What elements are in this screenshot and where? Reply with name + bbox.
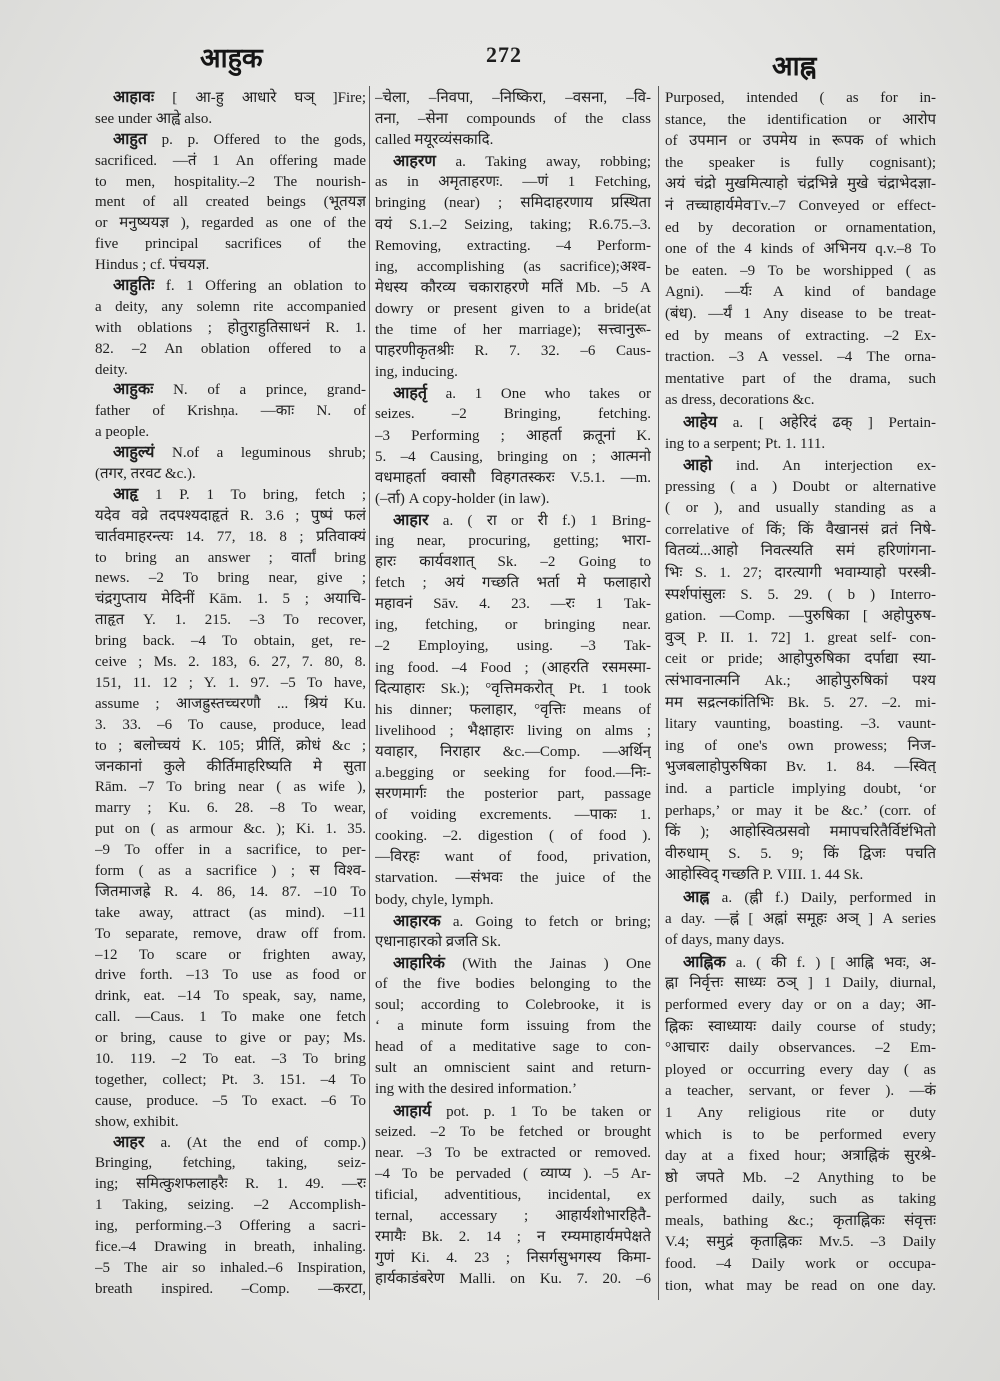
text-line: seized. –2 To be fetched or brought: [375, 1123, 651, 1140]
text-line: आहुत p. p. Offered to the gods,: [113, 130, 366, 148]
text-line: livelihood ; भैक्षाहारः living on alms ;: [375, 722, 651, 739]
text-line: ing food. –4 Food ; (आहरति रसमस्मा-: [375, 659, 651, 676]
column-divider: [369, 86, 370, 1300]
headword: आहृ: [113, 485, 139, 503]
dictionary-entry: [375, 1101, 651, 1291]
text-line: the time of her marriage); सत्त्वानुरू-: [375, 322, 651, 339]
text-line: हारः कार्यवशात् Sk. –2 Going to: [375, 554, 651, 571]
text-line: a day. —ह्नं [ अह्नां समूहः अञ् ] A series: [665, 910, 936, 927]
text-line: as in अमृताहरणः. —णं 1 Fetching,: [375, 174, 651, 191]
dictionary-entry: [95, 1133, 366, 1300]
text-line: आहो ind. An interjection ex-: [683, 457, 936, 475]
text-line: (बंध). —र्यं 1 Any disease to be treat-: [665, 305, 936, 322]
text-line: called मयूरव्यंसकादि.: [375, 132, 494, 149]
text-line: near. –3 To be extracted or removed.: [375, 1144, 651, 1161]
text-line: यवाहार, निराहार &c.—Comp. —अर्थिन्: [375, 743, 651, 760]
text-line: bring back. –4 To obtain, get, re-: [95, 633, 366, 650]
text-line: performed every day or on a day; आ-: [665, 996, 936, 1013]
text-line: किं ); आहोस्वित्प्रसवो ममापचरितैर्विष्टंभितो: [665, 824, 936, 841]
dictionary-entry: [375, 151, 651, 383]
text-line: दित्याहारः Sk.); °वृत्तिमकरोत् Pt. 1 took: [375, 680, 651, 697]
text-line: ing, performing.–3 Offering a sacri-: [95, 1218, 366, 1235]
text-line: (तगर, तरवट &c.).: [95, 466, 196, 483]
text-line: ing, inducing.: [375, 364, 458, 381]
text-line: आहार्य pot. p. 1 To be taken or: [393, 1102, 651, 1120]
text-line: drink, eat. –14 To speak, say, name,: [95, 988, 366, 1005]
text-line: body, chyle, lymph.: [375, 891, 494, 908]
text-line: litary vaunting, boasting. –3. vaunt-: [665, 716, 936, 733]
text-line: °आचारः daily observances. –2 Em-: [665, 1040, 936, 1057]
text-line: वधमाहर्ता क्वासौ विहगतस्करः V.5.1. —m.: [375, 469, 651, 486]
column-divider: [658, 86, 659, 1300]
text-line: tificial, adventitious, incidental, ex: [375, 1186, 651, 1203]
text-line: ताहृत Y. 1. 215. –3 To recover,: [95, 612, 366, 629]
headword: आहार: [393, 511, 429, 529]
dictionary-entry: [375, 510, 651, 911]
text-line: news. –2 To bring near, give ;: [95, 570, 366, 587]
text-line: भुजबलाहोपुरुषिका Bv. 1. 84. —स्वित्: [665, 759, 936, 776]
text-line: ing, fetching, or bringing near.: [375, 617, 651, 634]
text-line: ployed or occurring every day ( as: [665, 1061, 936, 1078]
text-line: भिः S. 1. 27; दारत्यागी भवाम्याहो परस्त्री-: [665, 565, 936, 582]
text-line: वयं S.1.–2 Seizing, taking; R.6.75.–3.: [375, 216, 651, 233]
text-line: To separate, remove, draw off from.: [95, 925, 366, 942]
text-line: यदेव वव्रे तदपश्यदाहृतं R. 3.6 ; पुष्पं फलं: [95, 507, 366, 524]
text-line: starvation. —संभवः the juice of the: [375, 870, 651, 887]
text-line: of days, many days.: [665, 932, 785, 949]
text-line: 82. –2 An oblation offered to a: [95, 340, 366, 357]
text-line: आह्निक a. ( की f. ) [ आह्नि भवः, अ-: [683, 953, 936, 971]
text-line: together, collect; Pt. 3. 151. –4 To: [95, 1071, 366, 1088]
text-line: चंद्रगुप्ताय मेदिनीं Kām. 1. 5 ; अयाचि-: [95, 591, 366, 608]
text-line: his dinner; फलाहार, °वृत्तिः means of: [375, 701, 651, 718]
text-line: sacrificed. —तं 1 An offering made: [95, 152, 366, 169]
text-line: आहर्तृ a. 1 One who takes or: [393, 385, 651, 403]
text-line: a.begging or seeking for food.—निः-: [375, 765, 651, 781]
text-line: वुञ् P. II. 1. 72] 1. great self- con-: [665, 629, 936, 646]
text-line: form ( as a sacrifice ) ; स विश्व-: [95, 862, 366, 879]
dictionary-entry: [95, 380, 366, 443]
text-line: day at a fixed hour; अत्राह्निकं सुरश्रे-: [665, 1148, 936, 1165]
text-line: पाहरणीकृतश्रीः R. 7. 32. –6 Caus-: [375, 343, 651, 360]
text-line: or मनुष्ययज्ञ ), regarded as one of the: [95, 215, 366, 232]
text-line: take away, attract (as mind). –11: [95, 904, 366, 921]
text-line: वीरुधाम् S. 5. 9; किं द्विजः पचति: [665, 845, 936, 862]
text-line: ष्ठो जपते Mb. –2 Anything to be: [665, 1169, 936, 1186]
text-line: 3. 33. –6 To cause, produce, lead: [95, 716, 366, 733]
text-line: see under आह्वे also.: [95, 110, 213, 127]
text-line: ह्ना निर्वृत्तः साध्यः ठञ् ] 1 Daily, diurnal,: [665, 975, 936, 992]
headword: आहरण: [393, 153, 436, 171]
text-line: जितमाजह्रे R. 4. 86, 14. 87. –10 To: [95, 883, 366, 900]
text-line: ceit or pride; आहोपुरुषिका दर्पाद्या स्या-: [665, 651, 936, 668]
text-line: Bringing, fetching, taking, seiz-: [95, 1155, 366, 1172]
text-line: –12 To scare or frighten away,: [95, 946, 366, 963]
column-2: [375, 88, 651, 1290]
text-line: ind. a particle implying doubt, ‘or: [665, 781, 936, 797]
text-line: ing, accomplishing (as sacrifice);अश्व-: [375, 258, 651, 275]
text-line: pressing ( a ) Doubt or alternative: [665, 478, 936, 495]
dictionary-entry: [375, 383, 651, 510]
text-line: ing to a serpent; Pt. 1. 111.: [665, 435, 826, 452]
text-line: –3 Performing ; आहर्ता क्रतूनां K.: [375, 427, 651, 444]
text-line: गुणं Ki. 4. 23 ; निसर्गसुभगस्य किमा-: [375, 1250, 651, 1267]
text-line: हार्यकाडंबरेण Malli. on Ku. 7. 20. –6: [375, 1271, 651, 1288]
text-line: call. —Caus. 1 To make one fetch: [95, 1009, 366, 1026]
text-line: head of a meditative sage to con-: [375, 1039, 651, 1056]
text-line: Agni). —र्यः A kind of bandage: [665, 284, 936, 301]
text-line: show, exhibit.: [95, 1113, 179, 1130]
dictionary-entry: [665, 455, 936, 887]
text-line: be eaten. –9 To be worshipped ( as: [665, 262, 936, 279]
text-line: रमायैः Bk. 2. 14 ; न रम्यमाहार्यमपेक्षते: [375, 1229, 651, 1246]
text-line: 5. –4 Causing, bringing on ; आत्मनो: [375, 448, 651, 465]
dictionary-entry: [95, 276, 366, 380]
text-line: perhaps,’ or may it be &c.’ (corr. of: [665, 802, 936, 819]
text-line: assume ; आजह्रुस्तच्चरणौ ... श्रियं Ku.: [95, 695, 366, 712]
text-line: आहोस्विद् गच्छति P. VIII. 1. 44 Sk.: [665, 867, 864, 884]
text-line: 151, 11. 12 ; Y. 1. 97. –5 To have,: [95, 674, 366, 691]
text-line: or bring, cause to give or pay; Ms.: [95, 1030, 366, 1047]
text-line: –5 The air so inhaled.–6 Inspiration,: [95, 1259, 366, 1276]
text-line: मम सद्रत्नकांतिभिः Bk. 5. 27. –2. mi-: [665, 694, 936, 711]
text-line: आहावः [ आ-हु आधारे घञ् ]Fire;: [113, 89, 366, 106]
text-line: one of the 4 kinds of अभिनय q.v.–8 To: [665, 241, 936, 258]
text-line: ‘ a minute form issuing from the: [375, 1018, 651, 1035]
text-line: mentative part of the drama, such: [665, 370, 936, 387]
text-line: –9 To offer in a sacrifice, to per-: [95, 842, 366, 859]
text-line: of उपमान or उपमेय in रूपक of which: [665, 133, 936, 150]
text-line: ing of one's own prowess; निज-: [665, 737, 936, 754]
dictionary-entry: [665, 412, 936, 455]
text-line: V.4; समुद्रं कृताह्निकः Mv.5. –3 Daily: [665, 1234, 936, 1251]
text-line: –4 To be pervaded ( व्याप्य ). –5 Ar-: [375, 1165, 651, 1182]
text-line: तना, –सेना compounds of the class: [375, 111, 651, 128]
text-line: आहारिकं (With the Jainas ) One: [393, 954, 651, 972]
column-3: [665, 88, 936, 1297]
text-line: नं तच्चाहार्यमेवTv.–7 Conveyed or effect-: [665, 197, 936, 214]
text-line: ( or ), and usually standing as a: [665, 500, 936, 517]
text-line: deity.: [95, 361, 128, 378]
text-line: which is to be performed every: [665, 1126, 936, 1143]
text-line: cooking. –2. digestion ( of food ).: [375, 828, 651, 845]
headword: आहुत: [113, 130, 147, 148]
text-line: gation. —Comp. —पुरुषिका [ अहोपुरुष-: [665, 608, 936, 625]
text-line: a teacher, servant, or fever ). —कं: [665, 1083, 936, 1100]
text-line: bringing (near) ; समिदाहरणाय प्रस्थिता: [375, 195, 651, 212]
entry-continuation: [375, 88, 651, 151]
text-line: ed by means of extracting. –2 Ex-: [665, 327, 936, 344]
entry-continuation: [665, 88, 936, 412]
text-line: a deity, any solemn rite accompanied: [95, 298, 366, 315]
text-line: (–र्ता) A copy-holder (in law).: [375, 490, 550, 507]
text-line: आहर a. (At the end of comp.): [113, 1133, 366, 1151]
text-line: आहेय a. [ अहेरिदं ढक् ] Pertain-: [683, 413, 936, 431]
text-line: त्संभावनात्मनि Ak.; आहोपुरुषिकां पश्य: [665, 673, 936, 690]
text-line: performed daily, such as taking: [665, 1191, 936, 1208]
headword: आह्निक: [683, 953, 726, 971]
text-line: आह्न a. (ह्नी f.) Daily, performed in: [683, 888, 936, 906]
text-line: आहारक a. Going to fetch or bring;: [393, 912, 651, 930]
text-line: ment of all created beings (भूतयज्ञ: [95, 194, 366, 211]
text-line: आहरण a. Taking away, robbing;: [393, 153, 651, 171]
headword: आहुतिः: [113, 277, 155, 295]
column-1: [95, 88, 366, 1300]
dictionary-entry: [95, 485, 366, 1133]
text-line: the speaker is fully cognisant);: [665, 154, 936, 171]
text-line: अयं चंद्रो मुखमित्याहो चंद्रभिन्ने मुखे चंद्राभेदज्ञा-: [665, 176, 936, 193]
dictionary-entry: [95, 88, 366, 130]
text-line: five principal sacrifices of the: [95, 236, 366, 253]
dictionary-entry: [95, 443, 366, 485]
text-line: food. –4 Daily work or occupa-: [665, 1256, 936, 1273]
text-line: drive forth. –13 To use as food or: [95, 967, 366, 984]
headword: आहर: [113, 1133, 145, 1151]
text-line: sult an omniscient saint and return-: [375, 1060, 651, 1077]
headword: आहुकः: [113, 381, 154, 399]
text-line: a people.: [95, 424, 150, 441]
dictionary-entry: [95, 130, 366, 276]
text-line: with oblations ; होतुराहुतिसाधनं R. 1.: [95, 319, 366, 336]
text-line: meals, bathing &c.; कृताह्निकः संवृत्तः: [665, 1212, 936, 1229]
text-line: breath inspired. –Comp. —करटा,: [95, 1280, 366, 1297]
text-line: correlative of किं; किं वैखानसं व्रतं निषे-: [665, 521, 936, 538]
headword: आहारिकं: [393, 954, 445, 972]
text-line: to men, hospitality.–2 The nourish-: [95, 173, 366, 190]
text-line: आहुतिः f. 1 Offering an oblation to: [113, 277, 366, 295]
text-line: ceive ; Ms. 2. 183, 6. 27, 7. 80, 8.: [95, 654, 366, 671]
text-line: put on ( as armour &c. ); Ki. 1. 35.: [95, 821, 366, 838]
text-line: 10. 119. –2 To eat. –3 To bring: [95, 1050, 366, 1067]
text-line: ed by decoration or ornamentation,: [665, 219, 936, 236]
text-line: चार्तवमाहरन्त्यः 14. 77, 18. 8 ; प्रतिवाक्यं: [95, 528, 366, 545]
headword: आहुल्यं: [113, 444, 155, 462]
dictionary-entry: [375, 953, 651, 1101]
text-line: soul; according to Colebrooke, it is: [375, 997, 651, 1014]
left-guide-word: आहुक: [200, 43, 263, 73]
text-line: ing; समित्कुशफलाहरैः R. 1. 49. —रः: [95, 1176, 366, 1193]
text-line: to ; बलोच्चयं K. 105; प्रीतिं, क्रोधं &c ;: [95, 737, 366, 754]
text-line: एधानाहारको व्रजति Sk.: [375, 933, 502, 950]
text-line: seizes. –2 Bringing, fetching.: [375, 406, 651, 423]
text-line: जनकानां कुले कीर्तिमाहरिष्यति मे सुता: [95, 758, 366, 775]
text-line: आहृ 1 P. 1 To bring, fetch ;: [113, 485, 366, 503]
right-guide-word: आह्न: [772, 51, 817, 81]
headword: आहेय: [683, 413, 718, 431]
text-line: आहुकः N. of a prince, grand-: [113, 381, 366, 399]
headword: आहावः: [113, 89, 155, 106]
text-line: Removing, extracting. –4 Perform-: [375, 237, 651, 254]
text-line: आहुल्यं N.of a leguminous shrub;: [113, 444, 366, 462]
text-line: tion, what may be read on one day.: [665, 1277, 936, 1294]
text-line: traction. –3 A vessel. –4 The orna-: [665, 349, 936, 366]
text-line: Purposed, intended ( as for in-: [665, 90, 936, 106]
page-number: 272: [486, 42, 522, 67]
headword: आहार्य: [393, 1102, 432, 1120]
text-line: –चेला, –निवपा, –निष्किरा, –वसना, –वि-: [375, 90, 651, 106]
text-line: स्पर्शपांसुलः S. 5. 29. ( b ) Interro-: [665, 586, 936, 603]
text-line: Rām. –7 To bring near ( as wife ),: [95, 779, 366, 796]
text-line: to bring an answer ; वार्तां bring: [95, 549, 366, 566]
text-line: ह्निकः स्वाध्यायः daily course of study;: [665, 1018, 936, 1035]
text-line: 1 Taking, seizing. –2 Accomplish-: [95, 1197, 366, 1214]
headword: आहो: [683, 457, 712, 475]
text-line: महावनं Sāv. 4. 23. —रः 1 Tak-: [375, 596, 651, 613]
text-line: fice.–4 Drawing in breath, inhaling.: [95, 1238, 366, 1255]
text-line: —विरहः want of food, privation,: [375, 849, 651, 866]
text-line: ternal, accessary ; आहार्यशोभारहितै-: [375, 1207, 651, 1224]
text-line: of the five bodies belonging to the: [375, 975, 651, 992]
headword: आह्न: [683, 888, 710, 906]
text-line: as dress, decorations &c.: [665, 392, 815, 409]
text-line: of voiding excrements. —पाकः 1.: [375, 807, 651, 824]
headword: आहारक: [393, 912, 441, 930]
text-line: आहार a. ( रा or री f.) 1 Bring-: [393, 511, 651, 529]
text-line: marry ; Ku. 6. 28. –8 To wear,: [95, 800, 366, 817]
dictionary-entry: [665, 952, 936, 1298]
dictionary-entry: [375, 911, 651, 953]
text-line: ing near, procuring, getting; भारा-: [375, 532, 651, 549]
text-line: 1 Any religious rite or duty: [665, 1104, 936, 1121]
text-line: मेधस्य कौरव्य चकाराहरणे मतिं Mb. –5 A: [375, 279, 651, 296]
text-line: –2 Employing, using. –3 Tak-: [375, 638, 651, 655]
text-line: father of Krishṇa. —काः N. of: [95, 403, 366, 420]
text-line: सरणमार्गः the posterior part, passage: [375, 786, 651, 803]
text-line: Hindus ; cf. पंचयज्ञ.: [95, 257, 210, 274]
dictionary-entry: [665, 887, 936, 952]
text-line: stance, the identification or आरोप: [665, 111, 936, 128]
headword: आहर्तृ: [393, 385, 427, 403]
text-line: fetch ; अयं गच्छति भर्ता मे फलाहारो: [375, 575, 651, 592]
text-line: dowry or present given to a bride(at: [375, 300, 651, 317]
text-line: cause, produce. –5 To exact. –6 To: [95, 1092, 366, 1109]
text-line: ing with the desired information.’: [375, 1081, 578, 1098]
text-line: वितव्यं...आहो निवत्स्यति समं हरिणांगना-: [665, 543, 936, 560]
